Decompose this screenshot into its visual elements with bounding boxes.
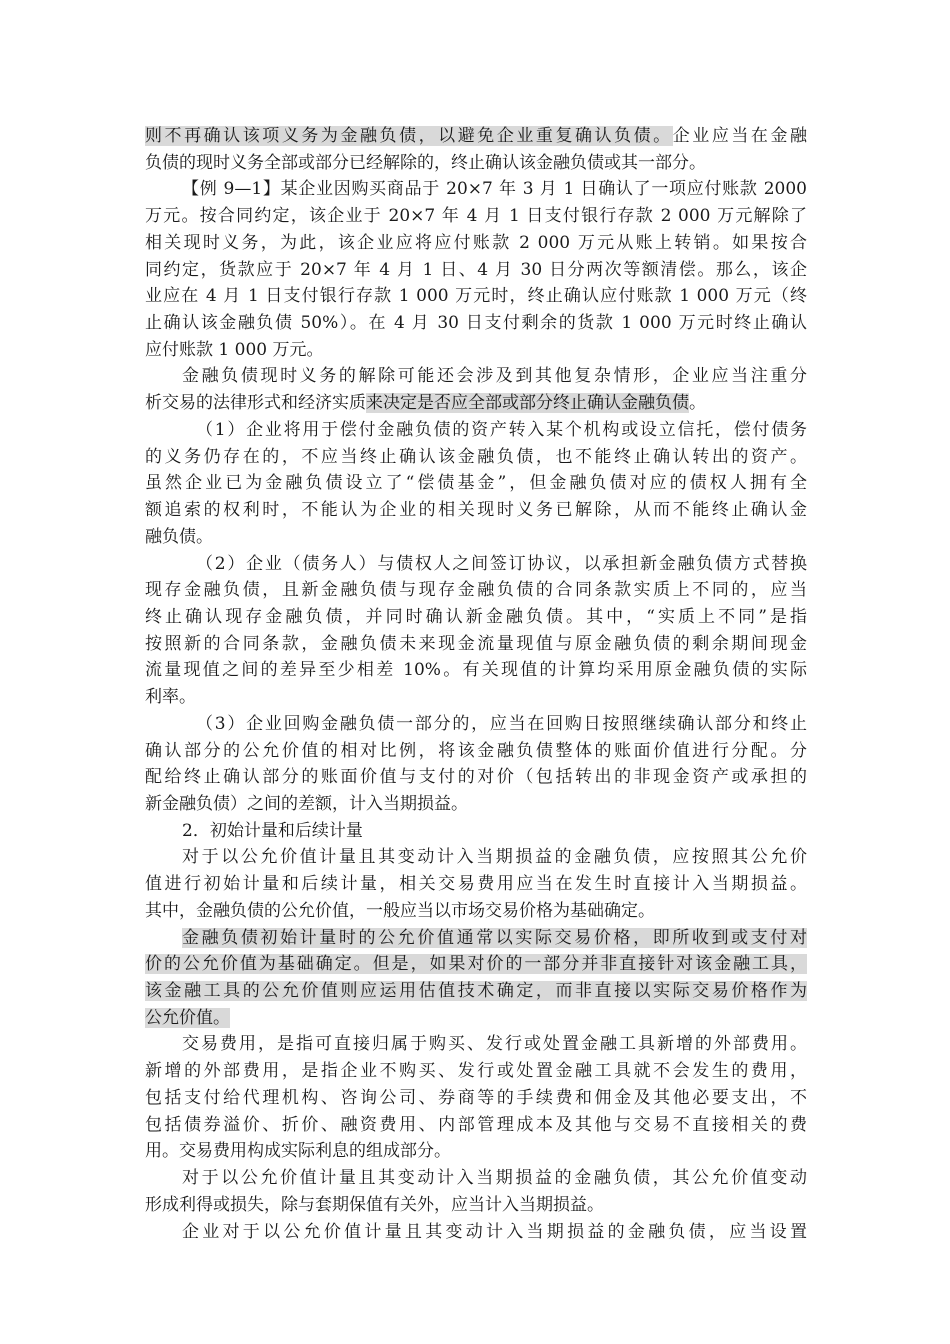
text-segment: 额追索的权利时，不能认为企业的相关现时义务已解除，从而不能终止确认金 <box>145 500 807 521</box>
text-line <box>145 631 807 658</box>
text-segment: 包括支付给代理机构、咨询公司、券商等的手续费和佣金及其他必要支出，不 <box>145 1087 807 1108</box>
text-segment: 相关现时义务，为此，该企业应将应付账款 2 000 万元从账上转销。如果按合 <box>145 232 807 253</box>
text-segment: 企业应当在金融 <box>672 126 807 146</box>
text-segment: 企业对于以公允价值计量且其变动计入当期损益的金融负债，应当设置 <box>182 1221 807 1242</box>
text-segment: 包括债券溢价、折价、融资费用、内部管理成本及其他与交易不直接相关的费 <box>145 1114 807 1135</box>
text-segment: 业应在 4 月 1 日支付银行存款 1 000 万元时，终止确认应付账款 1 000 万元（终 <box>145 286 807 307</box>
text-line <box>145 1058 807 1085</box>
text-line <box>145 1085 807 1112</box>
text-line <box>145 470 807 497</box>
text-segment: （1）企业将用于偿付金融负债的资产转入某个机构或设立信托，偿付债务 <box>196 419 807 440</box>
text-segment: 对于以公允价值计量且其变动计入当期损益的金融负债，其公允价值变动 <box>182 1168 807 1189</box>
text-line <box>145 150 807 177</box>
text-segment: 万元。按合同约定，该企业于 20×7 年 4 月 1 日支付银行存款 2 000 万元解除了 <box>145 206 807 227</box>
text-line <box>145 951 807 978</box>
text-line <box>182 1165 807 1192</box>
text-line <box>196 711 807 738</box>
text-segment: 其中，金融负债的公允价值，一般应当以市场交易价格为基础确定。 <box>145 900 655 921</box>
text-line <box>182 844 807 871</box>
text-segment: 止确认该金融负债 50%）。在 4 月 30 日支付剩余的货款 1 000 万元时终止确认 <box>145 313 807 334</box>
text-segment: 终止确认现存金融负债，并同时确认新金融负债。其中，“实质上不同”是指 <box>145 606 807 627</box>
highlighted-text: 来决定是否应全部或部分终止确认金融负债 <box>366 393 689 414</box>
highlighted-text: 该金融工具的公允价值则应运用估值技术确定，而非直接以实际交易价格作为 <box>145 981 807 1002</box>
text-line <box>145 871 807 898</box>
text-line <box>182 925 807 952</box>
text-segment: 按照新的合同条款，金融负债未来现金流量现值与原金融负债的剩余期间现金 <box>145 633 807 654</box>
text-segment: 配给终止确认部分的账面价值与支付的对价（包括转出的非现金资产或承担的 <box>145 767 807 788</box>
text-line <box>182 176 807 203</box>
text-line <box>196 551 807 578</box>
text-line <box>145 1005 807 1032</box>
text-segment: 新增的外部费用，是指企业不购买、发行或处置金融工具就不会发生的费用， <box>145 1061 807 1082</box>
text-line <box>145 524 807 551</box>
text-segment: 应付账款 1 000 万元。 <box>145 339 324 360</box>
text-line <box>145 497 807 524</box>
text-line <box>145 1192 807 1219</box>
text-line <box>145 390 807 417</box>
text-segment: 对于以公允价值计量且其变动计入当期损益的金融负债，应按照其公允价 <box>182 847 807 868</box>
text-segment: 虽然企业已为金融负债设立了“偿债基金”，但金融负债对应的债权人拥有全 <box>145 473 807 494</box>
text-line <box>145 577 807 604</box>
text-line <box>145 203 807 230</box>
text-line <box>145 1138 807 1165</box>
text-line <box>182 818 807 845</box>
text-segment: 确认部分的公允价值的相对比例，将该金融负债整体的账面价值进行分配。分 <box>145 740 807 761</box>
text-segment: 交易费用，是指可直接归属于购买、发行或处置金融工具新增的外部费用。 <box>182 1034 807 1055</box>
text-line <box>145 337 807 364</box>
text-line <box>145 310 807 337</box>
text-line <box>182 1031 807 1058</box>
text-segment: 2．初始计量和后续计量 <box>182 820 363 841</box>
text-segment: 融负债。 <box>145 526 213 547</box>
text-line <box>145 1112 807 1139</box>
text-line <box>182 1219 807 1246</box>
text-segment: 值进行初始计量和后续计量，相关交易费用应当在发生时直接计入当期损益。 <box>145 874 807 895</box>
text-line <box>145 978 807 1005</box>
text-segment: 利率。 <box>145 687 196 708</box>
text-line <box>145 123 807 150</box>
text-line <box>145 604 807 631</box>
text-line <box>145 444 807 471</box>
text-line <box>145 684 807 711</box>
text-segment: 的义务仍存在的，不应当终止确认该金融负债，也不能终止确认转出的资产。 <box>145 446 807 467</box>
highlighted-text: 公允价值。 <box>145 1007 230 1028</box>
text-segment: 【例 9—1】某企业因购买商品于 20×7 年 3 月 1 日确认了一项应付账款 2000 <box>182 179 807 200</box>
text-line <box>145 283 807 310</box>
text-segment: （2）企业（债务人）与债权人之间签订协议，以承担新金融负债方式替换 <box>196 553 807 574</box>
text-segment: 金融负债现时义务的解除可能还会涉及到其他复杂情形，企业应当注重分 <box>182 366 807 387</box>
text-segment: 。 <box>689 393 706 414</box>
text-segment: 用。交易费用构成实际利息的组成部分。 <box>145 1141 451 1162</box>
text-line <box>196 417 807 444</box>
text-segment: （3）企业回购金融负债一部分的，应当在回购日按照继续确认部分和终止 <box>196 713 807 734</box>
text-line <box>145 898 807 925</box>
text-line <box>145 791 807 818</box>
text-line <box>145 230 807 257</box>
text-segment: 现存金融负债，且新金融负债与现存金融负债的合同条款实质上不同的，应当 <box>145 580 807 601</box>
highlighted-text: 价的公允价值为基础确定。但是，如果对价的一部分并非直接针对该金融工具， <box>145 954 807 975</box>
highlighted-text: 则不再确认该项义务为金融负债，以避免企业重复确认负债。 <box>145 126 673 146</box>
text-line <box>145 738 807 765</box>
text-line <box>182 363 807 390</box>
text-line <box>145 764 807 791</box>
text-segment: 同约定，货款应于 20×7 年 4 月 1 日、4 月 30 日分两次等额清偿。那么，该企 <box>145 259 807 280</box>
text-line <box>145 257 807 284</box>
text-segment: 形成利得或损失，除与套期保值有关外，应当计入当期损益。 <box>145 1194 604 1215</box>
text-segment: 析交易的法律形式和经济实质 <box>145 393 366 414</box>
text-segment: 新金融负债）之间的差额，计入当期损益。 <box>145 794 468 814</box>
highlighted-text: 金融负债初始计量时的公允价值通常以实际交易价格，即所收到或支付对 <box>182 927 807 948</box>
text-segment: 流量现值之间的差异至少相差 10%。有关现值的计算均采用原金融负债的实际 <box>145 660 807 681</box>
text-line <box>145 657 807 684</box>
text-segment: 负债的现时义务全部或部分已经解除的，终止确认该金融负债或其一部分。 <box>145 152 706 173</box>
